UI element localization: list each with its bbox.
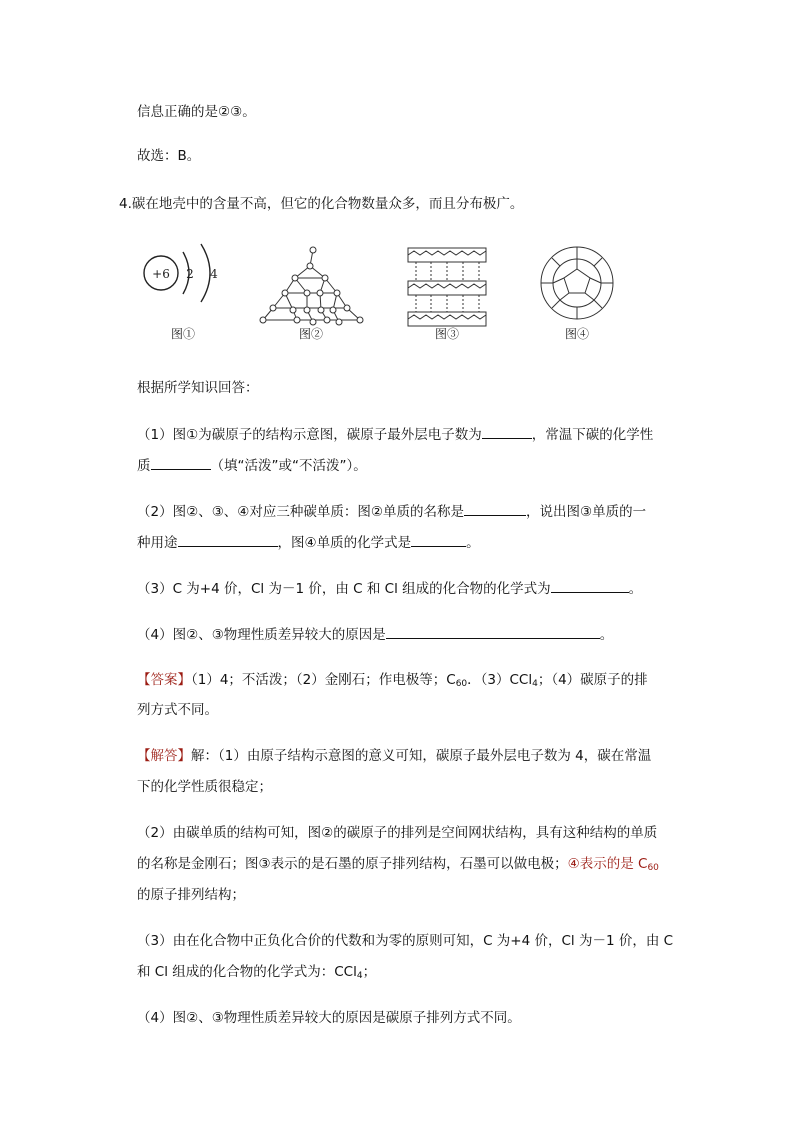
shell-2-count: 4 — [210, 267, 218, 281]
answer-tag: 【答案】 — [137, 672, 191, 688]
solution-3-line-1: （3）由在化合物中正负化合价的代数和为零的原则可知，C 为+4 价，Cl 为－1 价，由 C — [137, 933, 674, 949]
carbon-structure-figures — [135, 238, 615, 346]
question-1-line-1: （1）图①为碳原子的结构示意图，碳原子最外层电子数为 ，常温下碳的化学性 — [137, 424, 653, 445]
figure-caption-4: 图④ — [564, 327, 590, 341]
answer-blank[interactable] — [464, 501, 526, 516]
answer-blank[interactable] — [151, 455, 211, 470]
text-line: 故选：B。 — [137, 148, 201, 164]
question-1-line-2: 质 （填“活泼”或“不活泼”）。 — [137, 455, 367, 476]
solution-2-line-3: 的原子排列结构； — [137, 887, 245, 903]
answer-prompt: 根据所学知识回答： — [137, 380, 259, 396]
question-4: （4）图②、③物理性质差异较大的原因是 。 — [137, 624, 613, 645]
answer-blank[interactable] — [482, 424, 532, 439]
diamond-lattice-diagram — [260, 247, 363, 325]
figure-caption-1: 图① — [170, 327, 196, 341]
solution-3-line-2: 和 Cl 组成的化合物的化学式为：CCl$_4$； — [137, 964, 377, 981]
answer-blank[interactable] — [551, 578, 629, 593]
answer-blank[interactable] — [178, 532, 278, 547]
answer-blank[interactable] — [386, 624, 600, 639]
solution-2-line-1: （2）由碳单质的结构可知，图②的碳原子的排列是空间网状结构，具有这种结构的单质 — [137, 825, 658, 841]
question-2-line-2: 种用途 ，图④单质的化学式是 。 — [137, 532, 480, 553]
solution-2-line-2: 的名称是金刚石；图③表示的是石墨的原子排列结构，石墨可以做电极；④表示的是 $C_{60}$ — [137, 856, 659, 873]
carbon-atom-diagram — [144, 244, 218, 302]
text-line: 信息正确的是②③。 — [137, 104, 256, 120]
solution-line-1: 【解答】解：（1）由原子结构示意图的意义可知，碳原子最外层电子数为 4，碳在常温 — [137, 748, 652, 764]
figure-caption-2: 图② — [298, 327, 324, 341]
solution-4: （4）图②、③物理性质差异较大的原因是碳原子排列方式不同。 — [137, 1010, 521, 1026]
answer-line-1: 【答案】（1）4；不活泼；（2）金刚石；作电极等；$C_{60}$．（3）CCl$_4$；（4）碳原子的排 — [137, 672, 648, 689]
solution-line-2: 下的化学性质很稳定； — [137, 779, 272, 795]
answer-line-2: 列方式不同。 — [137, 702, 218, 718]
solution-tag: 【解答】 — [137, 748, 191, 764]
question-2-line-1: （2）图②、③、④对应三种碳单质：图②单质的名称是 ，说出图③单质的一 — [137, 501, 646, 522]
graphite-layers-diagram — [408, 248, 486, 326]
shell-1-count: 2 — [186, 267, 194, 281]
nucleus-charge: +6 — [152, 267, 170, 281]
answer-blank[interactable] — [411, 532, 466, 547]
c60-fullerene-diagram — [541, 247, 613, 319]
question-heading: 4.碳在地壳中的含量不高，但它的化合物数量众多，而且分布极广。 — [119, 196, 524, 212]
question-3: （3）C 为+4 价，Cl 为－1 价，由 C 和 Cl 组成的化合物的化学式为 。 — [137, 578, 642, 599]
figure-caption-3: 图③ — [434, 327, 460, 341]
